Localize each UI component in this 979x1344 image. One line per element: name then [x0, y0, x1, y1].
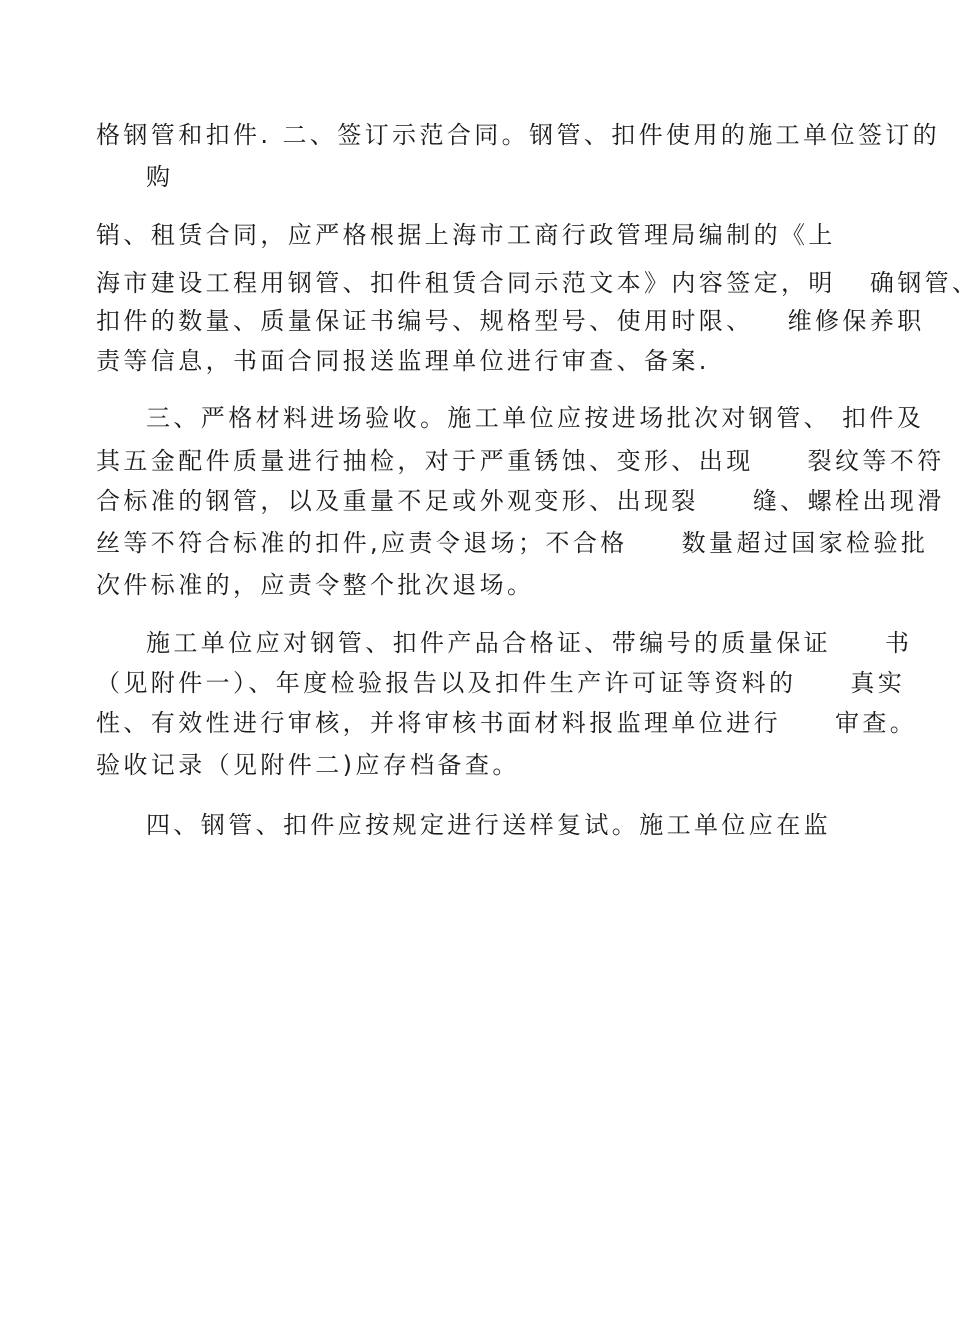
p3-line-3-part-a: 性、有效性进行审核，并将审核书面材料报监理单位进行	[96, 709, 781, 737]
p3-line-3	[96, 708, 917, 738]
p3-line-2-part-b: 真实	[850, 669, 906, 697]
p2-line-2	[96, 446, 945, 476]
p1-line-5	[96, 306, 925, 336]
p2-line-1: 三、严格材料进场验收。施工单位应按进场批次对钢管、 扣件及	[146, 404, 925, 432]
p1-line-4	[96, 268, 979, 298]
p2-line-4-part-a: 丝等不符合标准的扣件,应责令退场；不合格	[96, 529, 628, 557]
p2-line-3-part-b: 缝、螺栓出现滑	[752, 487, 945, 515]
p3-line-3-part-b: 审查。	[835, 709, 918, 737]
p3-line-1-part-a: 施工单位应对钢管、扣件产品合格证、带编号的质量保证	[146, 629, 831, 657]
p1-line-5-part-a: 扣件的数量、质量保证书编号、规格型号、使用时限、	[96, 307, 754, 335]
p1-line-5-part-b: 维修保养职	[787, 307, 925, 335]
p3-line-2	[96, 668, 905, 698]
p1-line-3: 销、租赁合同，应严格根据上海市工商行政管理局编制的《上	[96, 221, 836, 249]
p2-line-4	[96, 528, 928, 558]
p1-line-2: 购	[146, 163, 174, 191]
p2-line-2-part-b: 裂纹等不符	[807, 447, 945, 475]
p3-line-1	[146, 628, 912, 658]
p1-line-4-part-a: 海市建设工程用钢管、扣件租赁合同示范文本》内容签定，明	[96, 269, 836, 297]
p2-line-3-part-a: 合标准的钢管，以及重量不足或外观变形、出现裂	[96, 487, 699, 515]
p1-line-4-part-b: 确钢管、	[869, 269, 979, 297]
p1-line-6: 责等信息，书面合同报送监理单位进行审查、备案.	[96, 347, 710, 375]
p2-line-5: 次件标准的，应责令整个批次退场。	[96, 571, 535, 599]
p3-line-2-part-a: （见附件一）、年度检验报告以及扣件生产许可证等资料的	[96, 669, 797, 697]
p4-line-1: 四、钢管、扣件应按规定进行送样复试。施工单位应在监	[146, 811, 831, 839]
p1-line-1: 格钢管和扣件. 二、签订示范合同。钢管、扣件使用的施工单位签订的	[96, 121, 941, 149]
p3-line-1-part-b: 书	[885, 629, 913, 657]
p2-line-4-part-b: 数量超过国家检验批	[681, 529, 929, 557]
p2-line-3	[96, 486, 945, 516]
p2-line-2-part-a: 其五金配件质量进行抽检，对于严重锈蚀、变形、出现	[96, 447, 754, 475]
p3-line-4: 验收记录（见附件二)应存档备查。	[96, 751, 520, 779]
